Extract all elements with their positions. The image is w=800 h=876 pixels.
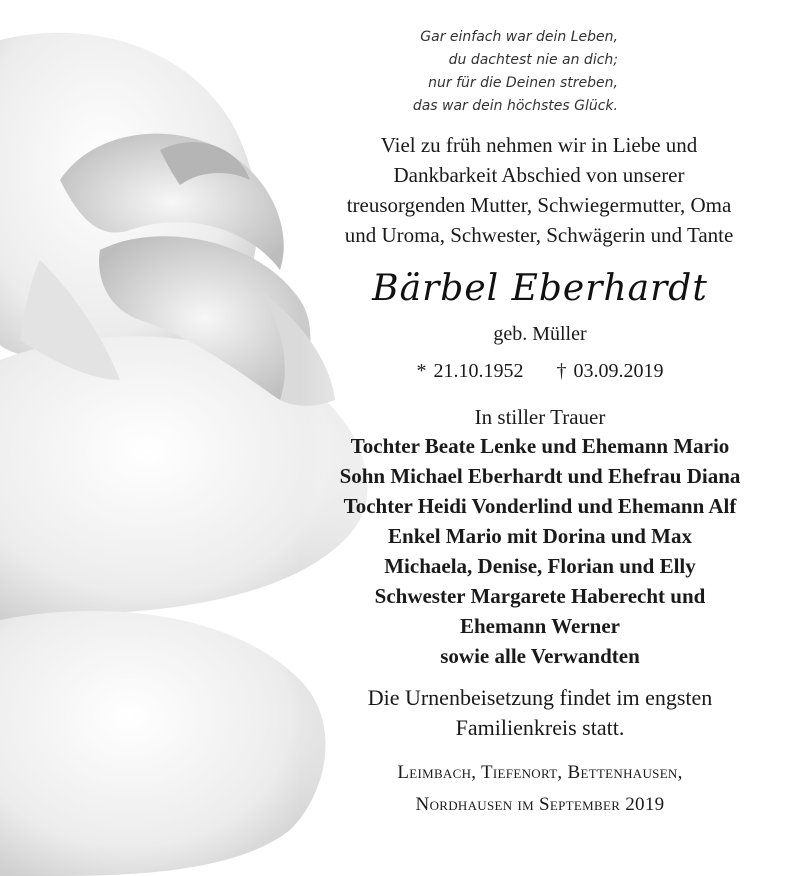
mourners-list bbox=[300, 431, 780, 671]
intro-line: und Uroma, Schwester, Schwägerin und Tante bbox=[344, 223, 734, 247]
birth-date: * 21.10.1952 bbox=[416, 360, 524, 382]
mourner-line: Ehemann Werner bbox=[459, 614, 621, 638]
intro-line: Dankbarkeit Abschied von unserer bbox=[393, 163, 685, 187]
intro-line: Viel zu früh nehmen wir in Liebe und bbox=[380, 133, 698, 157]
mourner-line: Sohn Michael Eberhardt und Ehefrau Diana bbox=[339, 464, 741, 488]
place-and-date bbox=[300, 757, 780, 821]
maiden-name: geb. Müller bbox=[493, 323, 587, 345]
burial-line: Die Urnenbeisetzung findet im engsten bbox=[367, 685, 713, 710]
poem bbox=[368, 26, 618, 118]
death-date: † 03.09.2019 bbox=[556, 360, 664, 382]
obituary-text bbox=[300, 0, 780, 821]
poem-line: du dachtest nie an dich; bbox=[448, 52, 618, 68]
poem-line: Gar einfach war dein Leben, bbox=[420, 29, 618, 45]
life-dates bbox=[300, 360, 780, 383]
place-line: Nordhausen im September 2019 bbox=[415, 794, 665, 815]
mourner-line: Schwester Margarete Haberecht und bbox=[374, 584, 706, 608]
place-line: Leimbach, Tiefenort, Bettenhausen, bbox=[397, 762, 683, 783]
deceased-name: Bärbel Eberhardt bbox=[372, 268, 708, 309]
poem-line: das war dein höchstes Glück. bbox=[412, 98, 618, 114]
poem-line: nur für die Deinen streben, bbox=[428, 75, 618, 91]
mourning-heading: In stiller Trauer bbox=[474, 405, 606, 429]
mourner-line: Enkel Mario mit Dorina und Max bbox=[388, 524, 692, 548]
intro-text bbox=[298, 130, 780, 250]
mourner-line: sowie alle Verwandten bbox=[440, 644, 640, 668]
mourner-line: Tochter Heidi Vonderlind und Ehemann Alf bbox=[343, 494, 737, 518]
mourner-line: Michaela, Denise, Florian und Elly bbox=[384, 554, 696, 578]
mourner-line: Tochter Beate Lenke und Ehemann Mario bbox=[350, 434, 730, 458]
burial-notice bbox=[300, 683, 780, 743]
burial-line: Familienkreis statt. bbox=[455, 715, 625, 740]
intro-line: treusorgenden Mutter, Schwiegermutter, Oma bbox=[346, 193, 732, 217]
